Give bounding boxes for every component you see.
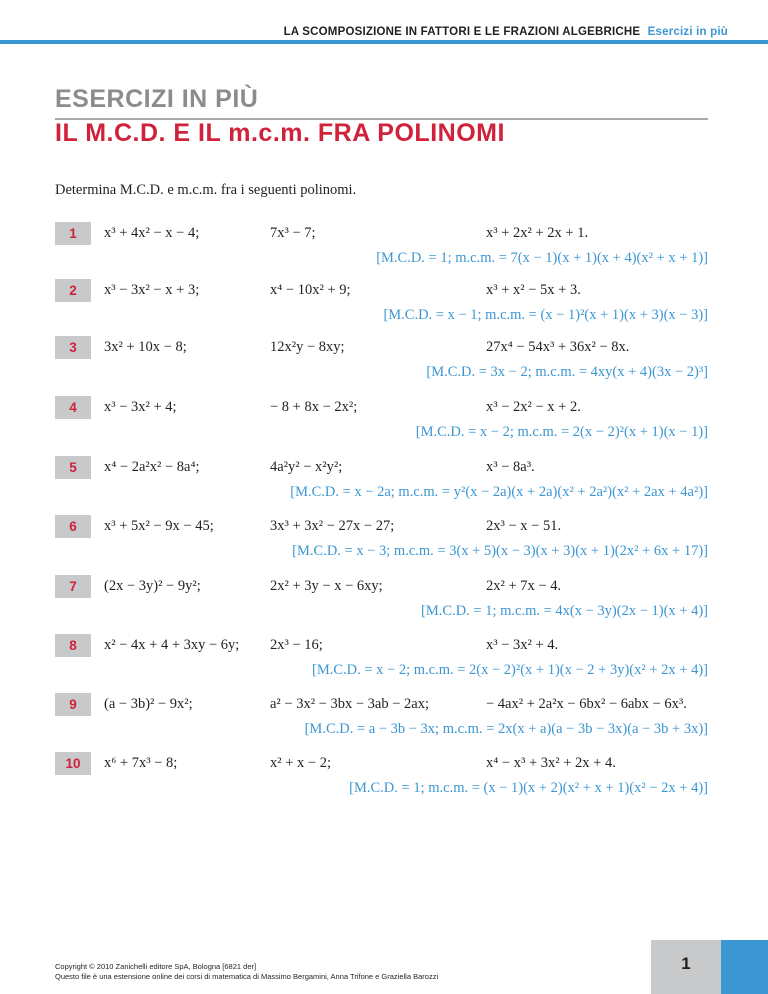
exercise-number: 3 (55, 336, 91, 359)
topic-title: IL M.C.D. E IL m.c.m. FRA POLINOMI (55, 119, 505, 147)
polynomial-2: 2x² + 3y − x − 6xy; (270, 578, 383, 594)
exercise-answer: [M.C.D. = 3x − 2; m.c.m. = 4xy(x + 4)(3x − 2)³] (426, 364, 708, 380)
exercise-answer: [M.C.D. = a − 3b − 3x; m.c.m. = 2x(x + a)(a − 3b − 3x)(a − 3b + 3x)] (304, 721, 708, 737)
polynomial-2: 3x³ + 3x² − 27x − 27; (270, 518, 395, 534)
exercise-number: 6 (55, 515, 91, 538)
exercise-answer: [M.C.D. = 1; m.c.m. = 4x(x − 3y)(2x − 1)(x + 4)] (421, 603, 708, 619)
footer-copyright: Copyright © 2010 Zanichelli editore SpA, Bologna [6821 der] (55, 962, 257, 971)
exercise-item (0, 693, 768, 743)
header-chapter: LA SCOMPOSIZIONE IN FATTORI E LE FRAZIONI ALGEBRICHE (283, 26, 641, 38)
exercise-item (0, 396, 768, 446)
polynomial-3: − 4ax² + 2a²x − 6bx² − 6abx − 6x³. (486, 696, 687, 712)
header-section: Esercizi in più (647, 26, 728, 38)
running-header (284, 26, 728, 38)
page-number: 1 (681, 954, 691, 973)
page-corner-tab (721, 940, 768, 994)
exercise-item (0, 456, 768, 506)
exercise-number: 10 (55, 752, 91, 775)
instructions: Determina M.C.D. e m.c.m. fra i seguenti polinomi. (55, 182, 357, 198)
polynomial-1: x³ + 4x² − x − 4; (104, 225, 200, 241)
exercise-item (0, 336, 768, 386)
footer (55, 962, 438, 982)
polynomial-1: x² − 4x + 4 + 3xy − 6y; (104, 637, 240, 653)
polynomial-1: x³ + 5x² − 9x − 45; (104, 518, 214, 534)
exercise-item (0, 515, 768, 565)
exercise-item (0, 222, 768, 272)
exercise-answer: [M.C.D. = x − 2; m.c.m. = 2(x − 2)²(x + 1)(x − 1)] (415, 424, 708, 440)
polynomial-1: x³ − 3x² − x + 3; (104, 282, 200, 298)
polynomial-1: 3x² + 10x − 8; (104, 339, 187, 355)
polynomial-3: 2x² + 7x − 4. (486, 578, 562, 594)
polynomial-3: 27x⁴ − 54x³ + 36x² − 8x. (486, 339, 630, 355)
exercise-number: 5 (55, 456, 91, 479)
exercise-answer: [M.C.D. = x − 1; m.c.m. = (x − 1)²(x + 1)(x + 3)(x − 3)] (383, 307, 708, 323)
polynomial-3: x³ + x² − 5x + 3. (486, 282, 581, 298)
header-rule (0, 40, 768, 44)
exercise-item (0, 752, 768, 802)
exercise-item (0, 634, 768, 684)
polynomial-3: x³ − 8a³. (486, 459, 535, 475)
polynomial-2: 7x³ − 7; (270, 225, 316, 241)
exercise-number: 8 (55, 634, 91, 657)
exercise-number: 9 (55, 693, 91, 716)
exercise-answer: [M.C.D. = 1; m.c.m. = (x − 1)(x + 2)(x² + x + 1)(x² − 2x + 4)] (349, 780, 708, 796)
polynomial-3: x³ − 3x² + 4. (486, 637, 559, 653)
exercise-answer: [M.C.D. = x − 2a; m.c.m. = y²(x − 2a)(x + 2a)(x² + 2a²)(x² + 2ax + 4a²)] (290, 484, 708, 500)
exercise-answer: [M.C.D. = x − 2; m.c.m. = 2(x − 2)²(x + 1)(x − 2 + 3y)(x² + 2x + 4)] (311, 662, 708, 678)
polynomial-3: x³ − 2x² − x + 2. (486, 399, 581, 415)
exercise-number: 7 (55, 575, 91, 598)
polynomial-3: x³ + 2x² + 2x + 1. (486, 225, 589, 241)
polynomial-2: a² − 3x² − 3bx − 3ab − 2ax; (270, 696, 429, 712)
exercise-number: 4 (55, 396, 91, 419)
polynomial-2: 2x³ − 16; (270, 637, 323, 653)
exercise-item (0, 279, 768, 329)
polynomial-2: − 8 + 8x − 2x²; (270, 399, 358, 415)
polynomial-2: x² + x − 2; (270, 755, 331, 771)
polynomial-1: (2x − 3y)² − 9y²; (104, 578, 201, 594)
polynomial-3: 2x³ − x − 51. (486, 518, 562, 534)
exercise-number: 2 (55, 279, 91, 302)
polynomial-2: 12x²y − 8xy; (270, 339, 345, 355)
exercise-answer: [M.C.D. = 1; m.c.m. = 7(x − 1)(x + 1)(x + 4)(x² + x + 1)] (376, 250, 708, 266)
exercise-item (0, 575, 768, 625)
exercise-answer: [M.C.D. = x − 3; m.c.m. = 3(x + 5)(x − 3)(x + 3)(x + 1)(2x² + 6x + 17)] (292, 543, 708, 559)
polynomial-1: x⁶ + 7x³ − 8; (104, 755, 178, 771)
polynomial-3: x⁴ − x³ + 3x² + 2x + 4. (486, 755, 616, 771)
polynomial-2: x⁴ − 10x² + 9; (270, 282, 351, 298)
polynomial-1: x³ − 3x² + 4; (104, 399, 177, 415)
polynomial-2: 4a²y² − x²y²; (270, 459, 343, 475)
footer-note: Questo file è una estensione online dei corsi di matematica di Massimo Bergamini, Anna Trifone e Graziella Barozzi (55, 972, 439, 981)
polynomial-1: (a − 3b)² − 9x²; (104, 696, 193, 712)
section-title: ESERCIZI IN PIÙ (55, 85, 259, 113)
exercise-number: 1 (55, 222, 91, 245)
polynomial-1: x⁴ − 2a²x² − 8a⁴; (104, 459, 200, 475)
